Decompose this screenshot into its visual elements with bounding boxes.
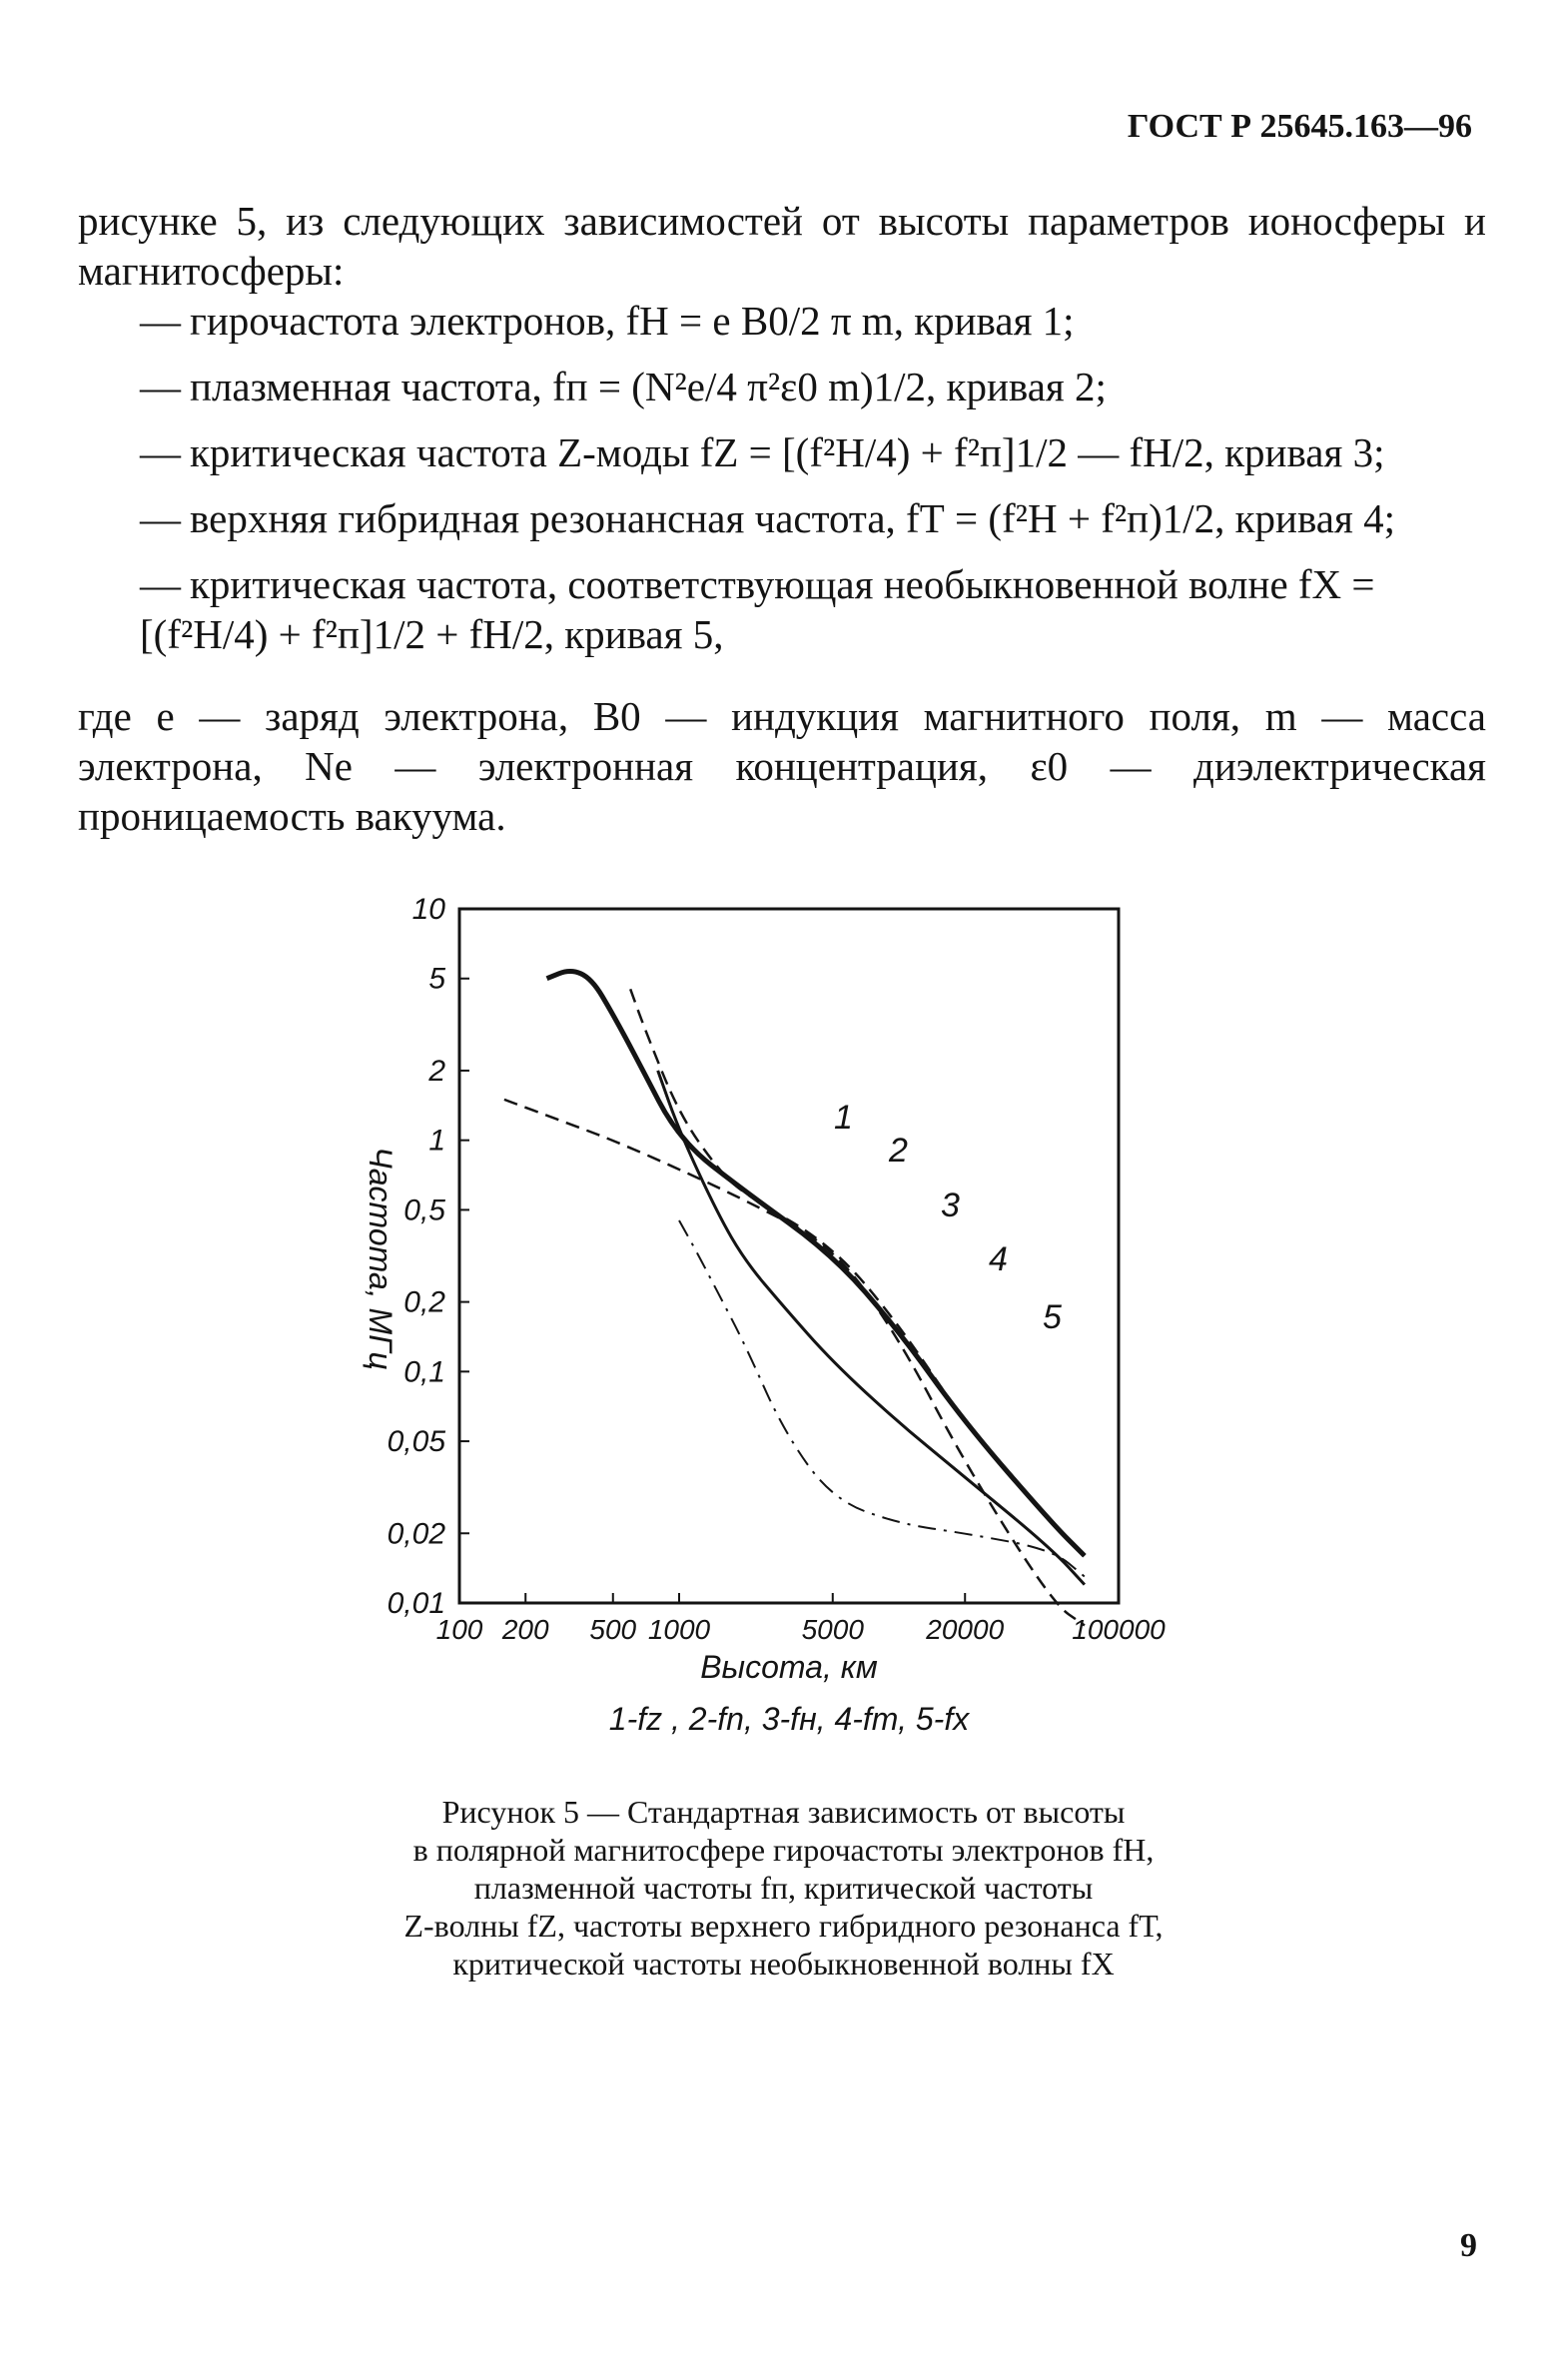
- page-number: 9: [1460, 2227, 1477, 2264]
- intro-paragraph: рисунке 5, из следующих зависимостей от высоты параметров ионосферы и магнитосферы:: [78, 198, 1486, 294]
- list-item: — верхняя гибридная резонансная частота, fТ = (f²Н + f²п)1/2, кривая 4;: [140, 495, 1395, 541]
- y-tick-label: 0,1: [403, 1355, 445, 1389]
- list-item: — гирочастота электронов, fН = e B0/2 π m, кривая 1;: [140, 298, 1075, 344]
- caption-line: критической частоты необыкновенной волны fХ: [452, 1946, 1115, 1982]
- chart-legend: 1-fz , 2-fn, 3-fн, 4-fт, 5-fx: [608, 1701, 970, 1737]
- y-tick-label: 2: [428, 1054, 445, 1088]
- curve-4: [630, 989, 1085, 1555]
- definitions-paragraph: где e — заряд электрона, B0 — индукция магнитного поля, m — масса электрона, Nе — электронная концентрация, ε0 — диэлектрическая проницаемость вакуума.: [78, 693, 1486, 839]
- x-tick-label: 200: [501, 1614, 549, 1645]
- y-axis-label: Частота, МГц: [363, 1147, 398, 1370]
- caption-line: в полярной магнитосфере гирочастоты электронов fН,: [412, 1832, 1155, 1868]
- curve-3: [504, 1100, 1085, 1626]
- curve-2: [658, 1071, 1085, 1585]
- figure: [330, 879, 1278, 1748]
- figure-caption: [200, 1793, 1367, 1983]
- caption-line: Z-волны fZ, частоты верхнего гибридного резонанса fТ,: [403, 1908, 1164, 1944]
- chart: [330, 879, 1278, 1748]
- caption-line: плазменной частоты fп, критической частоты: [473, 1870, 1094, 1906]
- y-tick-label: 0,5: [403, 1193, 445, 1227]
- caption-line: Рисунок 5 — Стандартная зависимость от высоты: [441, 1794, 1126, 1830]
- y-tick-label: 0,01: [387, 1587, 445, 1620]
- x-tick-label: 100: [435, 1614, 483, 1645]
- y-tick-label: 0,05: [387, 1425, 445, 1459]
- plot-frame: [459, 909, 1119, 1603]
- curve-1: [679, 1220, 1085, 1577]
- y-tick-label: 0,02: [387, 1517, 445, 1551]
- y-tick-label: 0,2: [403, 1285, 445, 1319]
- list-item: — критическая частота, соответствующая необыкновенной волне fХ = [(f²Н/4) + f²п]1/2 + fН/2, кривая 5,: [140, 561, 1375, 657]
- y-tick-label: 5: [428, 962, 445, 996]
- y-tick-label: 1: [428, 1124, 445, 1158]
- list-item: — критическая частота Z-моды fZ = [(f²Н/4) + f²п]1/2 — fН/2, кривая 3;: [140, 429, 1385, 475]
- x-tick-label: 20000: [926, 1614, 1005, 1645]
- x-tick-label: 5000: [801, 1614, 864, 1645]
- curve-label-4: 4: [989, 1240, 1008, 1278]
- x-axis-label: Высота, км: [700, 1649, 878, 1685]
- curve-label-2: 2: [889, 1132, 908, 1170]
- page-header: ГОСТ Р 25645.163—96: [1127, 108, 1472, 145]
- curve-label-5: 5: [1043, 1298, 1062, 1336]
- y-tick-label: 10: [411, 893, 445, 926]
- x-tick-label: 100000: [1072, 1614, 1166, 1645]
- curve-label-1: 1: [834, 1099, 853, 1137]
- x-tick-label: 500: [589, 1614, 637, 1645]
- curve-label-3: 3: [941, 1187, 960, 1224]
- list-item: — плазменная частота, fп = (N²е/4 π²ε0 m)1/2, кривая 2;: [140, 364, 1107, 409]
- x-tick-label: 1000: [647, 1614, 711, 1645]
- formula-list: [140, 296, 1486, 675]
